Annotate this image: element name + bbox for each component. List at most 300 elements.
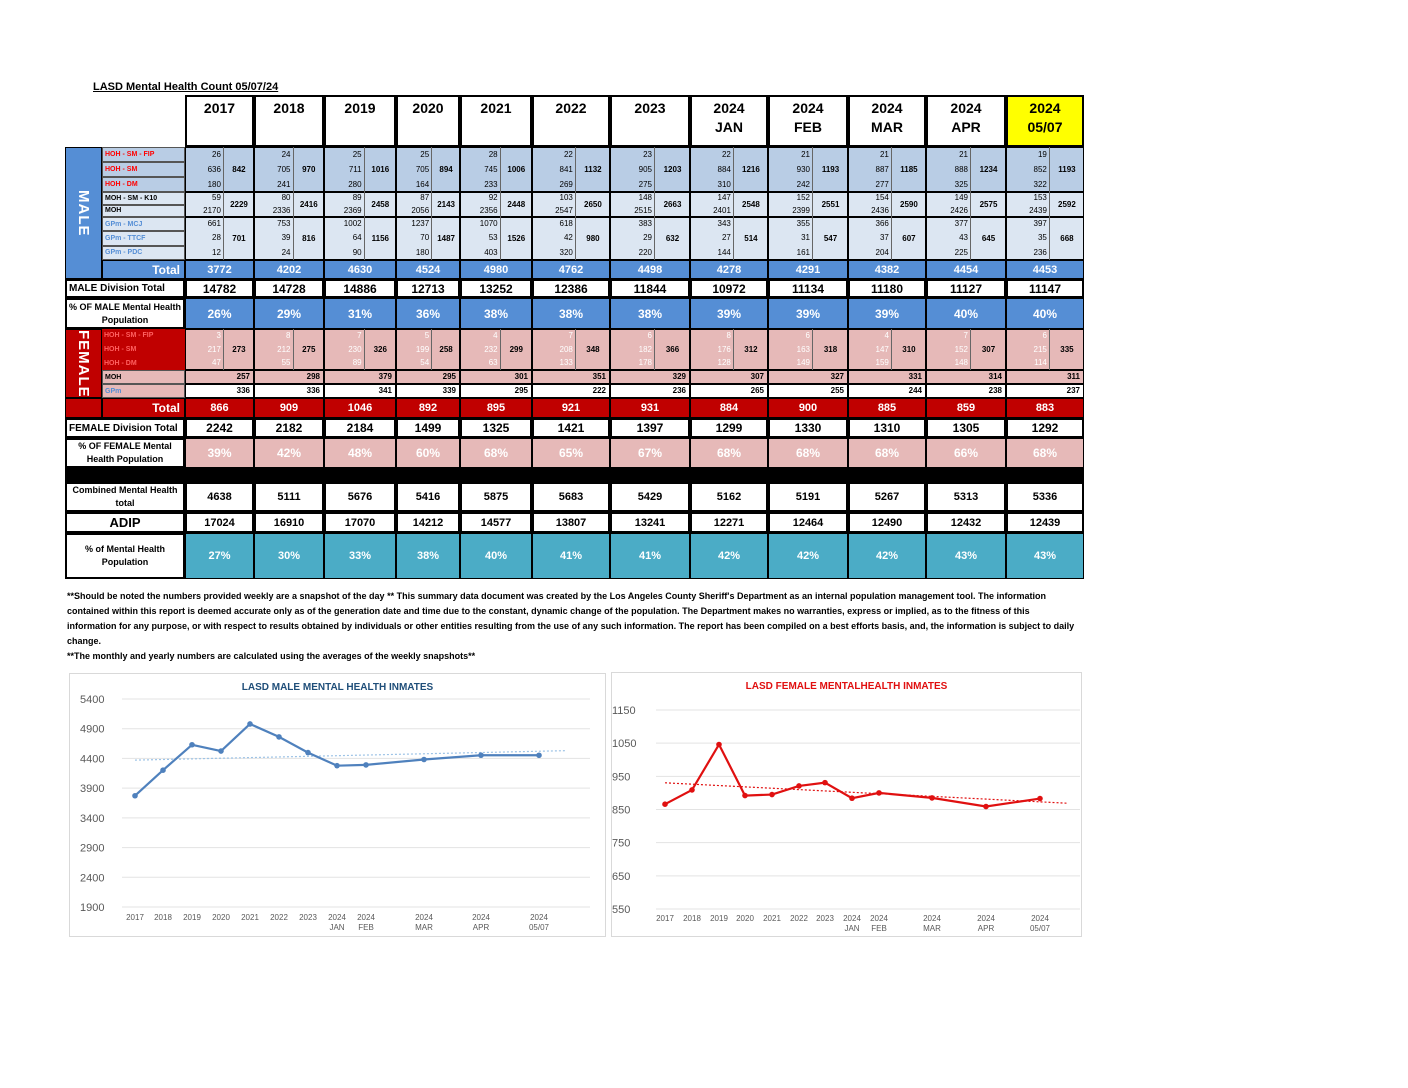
male-row-label: GPm - PDC [102,246,185,260]
male-gpm-value: 1002 [343,219,362,228]
male-hoh-subtotal: 1016 [364,147,396,192]
male-moh-value: 2547 [555,205,573,215]
male-pct-value: 40% [926,298,1006,329]
male-gpm-subtotal: 1487 [431,217,460,260]
female-hoh-subtotal: 318 [812,329,848,370]
combined-pct-value: 42% [690,533,768,579]
female-moh-value: 311 [1006,370,1084,384]
male-moh-value: 2436 [871,205,889,215]
combined-pct-value: 42% [848,533,926,579]
male-hoh-value: 325 [954,180,968,189]
female-hoh-value: 212 [277,344,291,354]
y-tick-label: 550 [612,904,631,916]
female-division-value: 1421 [532,418,610,438]
section-separator [65,468,1084,482]
male-hoh-value: 242 [796,180,810,189]
male-moh-value: 2401 [713,205,731,215]
data-point [983,804,989,810]
female-hoh-value: 230 [348,344,362,354]
male-gpm-value: 37 [879,233,889,243]
female-pct-value: 42% [254,438,324,468]
data-point [662,801,668,807]
column-header-year: 2020 [412,100,444,116]
female-gpm-value: 222 [532,384,610,398]
column-header-year: 2024 [713,100,745,116]
note-2: **The monthly and yearly numbers are calculated using the averages of the weekly snapshots** [67,651,476,661]
x-tick-label: 2020 [212,913,230,922]
male-hoh-value: 21 [879,150,889,159]
data-point [822,780,828,786]
male-gpm-value: 42 [563,233,573,243]
male-hoh-value: 24 [281,150,291,159]
data-point [929,795,935,801]
male-moh-subtotal: 2663 [654,192,690,217]
male-gpm-value: 366 [875,219,889,228]
combined-pct-value: 43% [1006,533,1084,579]
male-hoh-value: 25 [352,150,362,159]
female-gpm-value: 341 [324,384,396,398]
female-total-value: 883 [1006,398,1084,418]
female-pct-value: 68% [848,438,926,468]
female-chart-title: LASD FEMALE MENTALHEALTH INMATES [745,681,948,692]
combined-value: 5676 [324,482,396,512]
female-hoh-value: 148 [954,358,968,368]
male-hoh-value: 26 [212,150,221,159]
column-header-1 [254,95,324,147]
trendline [665,783,1067,803]
male-gpm-value: 618 [559,219,573,228]
female-section-label: FEMALE [65,329,102,398]
x-tick-label: 2024 [870,914,888,923]
male-total-value: 4980 [460,260,532,279]
male-moh-value: 2515 [634,205,652,215]
female-hoh-value: 176 [717,344,731,354]
female-row-label: GPm [102,384,185,398]
male-moh-value: 153 [1033,193,1047,202]
male-hoh-value: 233 [484,180,498,189]
male-gpm-value: 180 [415,247,430,257]
x-tick-label: 05/07 [528,923,550,932]
female-hoh-value: 159 [875,358,889,368]
column-header-period: APR [951,119,981,135]
column-header-11 [1006,95,1084,147]
y-tick-label: 4400 [80,753,105,766]
column-header-7 [690,95,768,147]
male-hoh-value: 322 [1033,180,1047,189]
male-moh-value: 2369 [343,205,362,215]
x-tick-label: JAN [844,924,860,933]
male-hoh-subtotal: 1193 [1049,147,1084,192]
female-pct-value: 66% [926,438,1006,468]
male-pct-value: 26% [185,298,254,329]
male-division-value: 11844 [610,279,690,298]
female-hoh-value: 7 [357,331,362,340]
female-hoh-value: 178 [638,358,652,368]
x-tick-label: 2021 [241,913,259,922]
male-pct-value: 38% [532,298,610,329]
male-gpm-value: 35 [1037,233,1047,243]
male-pct-label: % OF MALE Mental Health Population [65,298,185,329]
male-gpm-value: 1237 [411,219,430,228]
male-gpm-value: 1070 [479,219,498,228]
female-hoh-value: 7 [568,331,573,340]
series-line [135,724,539,796]
male-hoh-value: 21 [959,150,968,159]
female-division-value: 1305 [926,418,1006,438]
data-point [160,767,166,773]
male-hoh-value: 852 [1033,165,1047,174]
adip-value: 12271 [690,512,768,533]
male-gpm-value: 383 [638,219,652,228]
column-header-period: FEB [794,119,822,135]
male-total-value: 4202 [254,260,324,279]
female-hoh-subtotal: 335 [1049,329,1084,370]
female-gpm-value: 336 [185,384,254,398]
female-pct-value: 68% [1006,438,1084,468]
female-moh-value: 307 [690,370,768,384]
female-row-label: HOH - SM - FIP [102,329,185,343]
combined-pct-value: 42% [768,533,848,579]
male-total-value: 4454 [926,260,1006,279]
female-total-value: 895 [460,398,532,418]
male-row-label: HOH - DM [102,177,185,192]
male-hoh-value: 25 [420,150,430,159]
x-tick-label: FEB [358,923,374,932]
x-tick-label: 2022 [270,913,288,922]
adip-value: 12432 [926,512,1006,533]
male-moh-value: 92 [488,193,498,202]
female-division-value: 1299 [690,418,768,438]
male-gpm-subtotal: 547 [812,217,848,260]
female-hoh-value: 152 [954,344,968,354]
adip-value: 12490 [848,512,926,533]
y-tick-label: 1900 [80,902,105,914]
male-pct-value: 38% [610,298,690,329]
female-hoh-value: 3 [216,331,221,340]
male-division-value: 13252 [460,279,532,298]
y-tick-label: 950 [612,771,631,784]
female-pct-label: % OF FEMALE Mental Health Population [65,438,185,468]
male-pct-value: 31% [324,298,396,329]
male-moh-subtotal: 2592 [1049,192,1084,217]
female-total-value: 1046 [324,398,396,418]
female-pct-value: 68% [768,438,848,468]
x-tick-label: 2018 [154,913,172,922]
male-chart-plot [70,674,605,936]
male-moh-value: 2356 [479,205,498,215]
male-pct-value: 29% [254,298,324,329]
male-hoh-value: 636 [207,165,221,174]
male-hoh-value: 19 [1037,150,1047,159]
x-tick-label: 2017 [126,913,144,922]
female-gpm-value: 236 [610,384,690,398]
data-point [1037,796,1043,802]
female-hoh-value: 232 [484,344,498,354]
male-moh-value: 2056 [411,205,430,215]
male-moh-value: 147 [717,193,731,202]
female-division-value: 1499 [396,418,460,438]
male-gpm-value: 144 [717,247,731,257]
male-gpm-value: 355 [796,219,810,228]
male-total-value: 3772 [185,260,254,279]
male-gpm-value: 377 [954,219,968,228]
female-division-value: 1292 [1006,418,1084,438]
male-moh-value: 2170 [203,205,221,215]
x-tick-label: 2024 [1031,914,1049,923]
male-moh-subtotal: 2416 [293,192,325,217]
male-pct-value: 39% [848,298,926,329]
data-point [363,762,369,768]
male-moh-value: 2439 [1029,205,1047,215]
male-hoh-subtotal: 1193 [812,147,848,192]
male-moh-value: 154 [875,193,889,202]
male-hoh-subtotal: 1132 [575,147,610,192]
male-gpm-subtotal: 701 [223,217,254,260]
combined-pct-value: 38% [396,533,460,579]
column-header-3 [396,95,460,147]
female-hoh-value: 149 [796,358,810,368]
y-tick-label: 850 [612,804,631,817]
male-moh-value: 59 [212,193,221,202]
female-moh-value: 257 [185,370,254,384]
female-total-label: Total [102,398,185,418]
male-hoh-value: 745 [484,165,498,174]
column-header-year: 2024 [871,100,903,116]
x-tick-label: 2019 [710,914,728,923]
male-gpm-value: 64 [352,233,362,243]
male-moh-value: 87 [420,193,430,202]
female-hoh-value: 128 [717,358,731,368]
x-tick-label: 2021 [763,914,781,923]
female-hoh-value: 8 [726,331,731,340]
y-tick-label: 650 [612,870,631,883]
data-point [132,793,138,799]
male-pct-value: 38% [460,298,532,329]
column-header-8 [768,95,848,147]
male-hoh-value: 21 [801,150,810,159]
y-tick-label: 2900 [80,842,105,855]
combined-value: 5429 [610,482,690,512]
x-tick-label: APR [472,923,490,932]
adip-value: 14577 [460,512,532,533]
female-hoh-value: 208 [559,344,573,354]
male-row-label: MOH - SM - K10 [102,192,185,205]
male-row-label: MOH [102,205,185,218]
male-division-value: 11127 [926,279,1006,298]
male-row-label: HOH - SM [102,162,185,177]
x-tick-label: 2024 [472,913,490,922]
male-gpm-subtotal: 816 [293,217,325,260]
female-gpm-value: 295 [460,384,532,398]
data-point [742,793,748,799]
male-gpm-value: 39 [281,233,291,243]
male-total-value: 4762 [532,260,610,279]
male-moh-value: 2399 [792,205,810,215]
adip-value: 13241 [610,512,690,533]
female-hoh-value: 199 [415,344,430,354]
x-tick-label: MAR [415,923,433,932]
male-hoh-value: 22 [563,150,573,159]
female-division-value: 2184 [324,418,396,438]
combined-pct-label: % of Mental Health Population [65,533,185,579]
data-point [716,742,722,748]
female-total-value: 909 [254,398,324,418]
x-tick-label: 2024 [923,914,941,923]
female-total-value: 866 [185,398,254,418]
male-moh-subtotal: 2448 [500,192,532,217]
adip-value: 13807 [532,512,610,533]
male-division-value: 14728 [254,279,324,298]
female-moh-value: 295 [396,370,460,384]
female-hoh-subtotal: 312 [733,329,768,370]
male-gpm-value: 28 [212,233,221,243]
x-tick-label: 2024 [530,913,548,922]
male-pct-value: 39% [690,298,768,329]
adip-value: 12439 [1006,512,1084,533]
female-gpm-value: 244 [848,384,926,398]
male-pct-value: 40% [1006,298,1084,329]
male-division-value: 12713 [396,279,460,298]
female-total-spacer [65,398,102,418]
combined-value: 5191 [768,482,848,512]
female-hoh-value: 55 [281,358,291,368]
female-hoh-value: 6 [805,331,810,340]
female-hoh-value: 133 [559,358,573,368]
male-hoh-value: 277 [875,180,889,189]
male-total-label: Total [102,260,185,279]
data-point [876,790,882,796]
female-hoh-subtotal: 348 [575,329,610,370]
male-hoh-value: 905 [638,165,652,174]
male-gpm-value: 70 [420,233,430,243]
male-gpm-subtotal: 645 [970,217,1006,260]
data-point [276,734,282,740]
female-division-value: 2242 [185,418,254,438]
female-hoh-value: 7 [963,331,968,340]
adip-value: 17024 [185,512,254,533]
male-hoh-subtotal: 842 [223,147,254,192]
x-tick-label: 2018 [683,914,701,923]
data-point [769,792,775,798]
female-hoh-value: 89 [352,358,362,368]
column-header-year: 2023 [634,100,666,116]
male-hoh-value: 280 [348,180,362,189]
combined-value: 5875 [460,482,532,512]
female-hoh-subtotal: 366 [654,329,690,370]
female-row-label: MOH [102,370,185,384]
data-point [305,750,311,756]
male-gpm-value: 90 [352,247,362,257]
female-hoh-value: 4 [884,331,889,340]
female-total-value: 900 [768,398,848,418]
female-hoh-value: 215 [1033,344,1047,354]
male-hoh-subtotal: 1216 [733,147,768,192]
male-hoh-value: 310 [717,180,731,189]
male-division-value: 11147 [1006,279,1084,298]
column-header-period: JAN [714,119,743,135]
female-hoh-value: 5 [424,331,430,340]
combined-value: 5683 [532,482,610,512]
female-hoh-subtotal: 258 [431,329,460,370]
male-moh-value: 149 [954,193,968,202]
female-hoh-value: 6 [647,331,652,340]
female-gpm-value: 237 [1006,384,1084,398]
male-gpm-subtotal: 1526 [500,217,532,260]
male-chart-title: LASD MALE MENTAL HEALTH INMATES [241,682,434,693]
male-hoh-value: 164 [415,180,430,189]
column-header-10 [926,95,1006,147]
column-header-year: 2022 [555,100,587,116]
female-pct-value: 60% [396,438,460,468]
column-header-year: 2024 [950,100,982,116]
male-hoh-value: 705 [415,165,430,174]
data-point [247,721,253,727]
male-gpm-value: 225 [954,247,968,257]
male-moh-value: 2426 [950,205,968,215]
x-tick-label: 2019 [183,913,201,922]
male-hoh-value: 275 [638,180,652,189]
male-gpm-subtotal: 632 [654,217,690,260]
female-gpm-value: 238 [926,384,1006,398]
female-row-label: HOH - DM [102,356,185,370]
female-hoh-value: 8 [286,331,291,340]
male-row-label: GPm - TTCF [102,231,185,245]
x-tick-label: 05/07 [1029,924,1051,933]
female-hoh-value: 54 [420,358,430,368]
female-gpm-value: 255 [768,384,848,398]
y-tick-label: 1150 [612,705,636,717]
female-total-value: 885 [848,398,926,418]
female-chart [611,672,1082,937]
combined-value: 4638 [185,482,254,512]
male-hoh-value: 841 [559,165,573,174]
combined-pct-value: 33% [324,533,396,579]
female-hoh-subtotal: 299 [500,329,532,370]
male-division-value: 11180 [848,279,926,298]
column-header-year: 2024 [1029,100,1061,116]
combined-pct-value: 27% [185,533,254,579]
female-hoh-value: 63 [488,358,498,368]
column-header-year: 2024 [792,100,824,116]
female-moh-value: 351 [532,370,610,384]
x-tick-label: 2024 [843,914,861,923]
female-moh-value: 331 [848,370,926,384]
female-moh-value: 379 [324,370,396,384]
female-gpm-value: 265 [690,384,768,398]
male-hoh-subtotal: 1185 [891,147,926,192]
male-hoh-value: 884 [717,165,731,174]
male-division-value: 10972 [690,279,768,298]
column-header-year: 2018 [273,100,305,116]
x-tick-label: 2022 [790,914,808,923]
combined-pct-value: 43% [926,533,1006,579]
male-hoh-value: 705 [277,165,291,174]
male-gpm-value: 753 [277,219,291,228]
male-division-value: 14886 [324,279,396,298]
male-moh-value: 80 [281,193,291,202]
male-hoh-value: 28 [488,150,498,159]
male-row-label: GPm - MCJ [102,217,185,231]
female-division-value: 2182 [254,418,324,438]
male-moh-value: 2336 [272,205,291,215]
female-hoh-value: 47 [212,358,221,368]
female-hoh-value: 182 [638,344,652,354]
header-blank-cell [65,95,185,147]
female-pct-value: 68% [460,438,532,468]
female-division-value: 1325 [460,418,532,438]
female-pct-value: 68% [690,438,768,468]
male-hoh-subtotal: 894 [431,147,460,192]
